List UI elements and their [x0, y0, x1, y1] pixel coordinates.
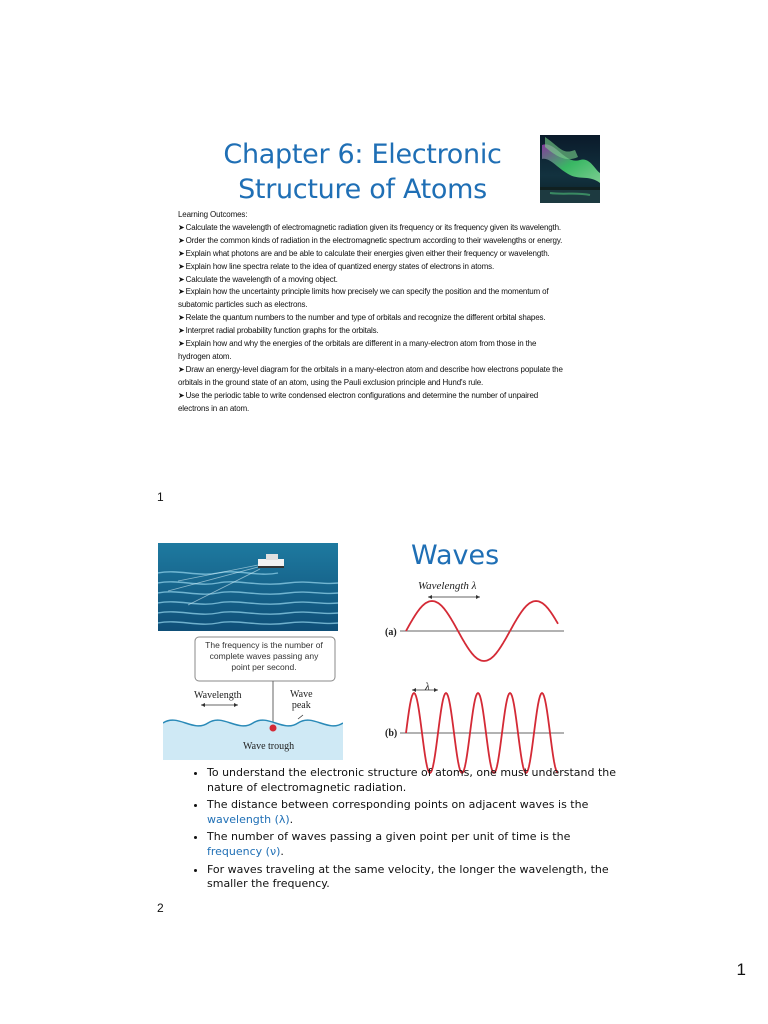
frequency-callout: The frequency is the number of complete waves passing any point per second.: [205, 640, 323, 672]
bullet-item: • For waves traveling at the same velocity, the longer the wavelength, the smaller the frequency.: [207, 863, 617, 893]
label-wavelength: Wavelength: [194, 690, 242, 701]
chapter-title-line1: Chapter 6: Electronic: [223, 139, 502, 170]
outcome-item: ➤Relate the quantum numbers to the number and type of orbitals and recognize the different orbital shapes.: [178, 313, 546, 323]
wave-comparison-chart: [378, 575, 588, 775]
aurora-image: [540, 135, 600, 203]
outcome-item: ➤Calculate the wavelength of a moving object.: [178, 274, 338, 284]
bullet-item: • The number of waves passing a given point per unit of time is the frequency (ν).: [207, 830, 617, 860]
wavelength-term: wavelength (λ): [207, 812, 290, 826]
slide-number-2: 2: [157, 901, 164, 915]
outcome-item: ➤Draw an energy-level diagram for the orbitals in a many-electron atom and describe how electrons populate the orbitals in the ground state of an atom, using the Pauli exclusion principle and Hund's rule.: [178, 364, 563, 387]
wave-bullets: [190, 766, 617, 895]
outcome-item: ➤Explain what photons are and be able to calculate their energies given either their frequency or wavelength.: [178, 248, 550, 258]
outcome-item: ➤Explain how and why the energies of the orbitals are different in a many-electron atom from those in the hydrogen atom.: [178, 339, 537, 361]
outcomes-heading: Learning Outcomes:: [178, 210, 248, 219]
label-b: (b): [385, 728, 398, 739]
chapter-title-line2: Structure of Atoms: [238, 174, 487, 205]
outcome-item: ➤Explain how line spectra relate to the idea of quantized energy states of electrons in atoms.: [178, 261, 495, 271]
arrow-bullet-icon: ➤: [178, 313, 185, 323]
sine-wave-a: [400, 601, 564, 661]
bullet-item: • The distance between corresponding points on adjacent waves is the wavelength (λ).: [207, 798, 617, 828]
learning-outcomes: [178, 209, 563, 416]
arrow-bullet-icon: ➤: [178, 390, 185, 400]
label-wave-trough: Wave trough: [243, 741, 295, 752]
arrow-bullet-icon: ➤: [178, 364, 185, 374]
page-number: 1: [736, 960, 746, 979]
arrow-bullet-icon: ➤: [178, 274, 185, 284]
arrow-bullet-icon: ➤: [178, 222, 185, 232]
slide-number-1: 1: [157, 490, 164, 504]
chapter-title: [200, 137, 525, 207]
bullet-item: • To understand the electronic structure of atoms, one must understand the nature of electromagnetic radiation.: [207, 766, 617, 796]
label-wave-peak: Wave peak: [290, 689, 313, 711]
label-wavelength-lambda: Wavelength λ: [418, 580, 477, 592]
arrow-bullet-icon: ➤: [178, 339, 185, 349]
arrow-bullet-icon: ➤: [178, 287, 185, 297]
frequency-term: frequency (ν): [207, 845, 281, 859]
outcome-item: ➤Interpret radial probability function graphs for the orbitals.: [178, 326, 379, 336]
waves-title: Waves: [411, 540, 500, 571]
outcome-item: ➤Use the periodic table to write condensed electron configurations and determine the number of unpaired electrons in an atom.: [178, 390, 539, 413]
outcome-item: ➤Order the common kinds of radiation in the electromagnetic spectrum according to their wavelengths or energy.: [178, 235, 563, 245]
arrow-bullet-icon: ➤: [178, 248, 185, 258]
arrow-bullet-icon: ➤: [178, 261, 185, 271]
outcome-item: ➤Calculate the wavelength of electromagnetic radiation given its frequency or its frequency given its wavelength.: [178, 222, 561, 232]
arrow-bullet-icon: ➤: [178, 235, 185, 245]
arrow-bullet-icon: ➤: [178, 326, 185, 336]
label-a: (a): [385, 627, 397, 638]
label-lambda: λ: [425, 681, 430, 693]
ocean-boat-image: [158, 543, 338, 631]
sine-wave-b: [400, 693, 564, 773]
outcome-item: ➤Explain how the uncertainty principle limits how precisely we can specify the position and the momentum of subatomic particles such as electrons.: [178, 287, 549, 310]
